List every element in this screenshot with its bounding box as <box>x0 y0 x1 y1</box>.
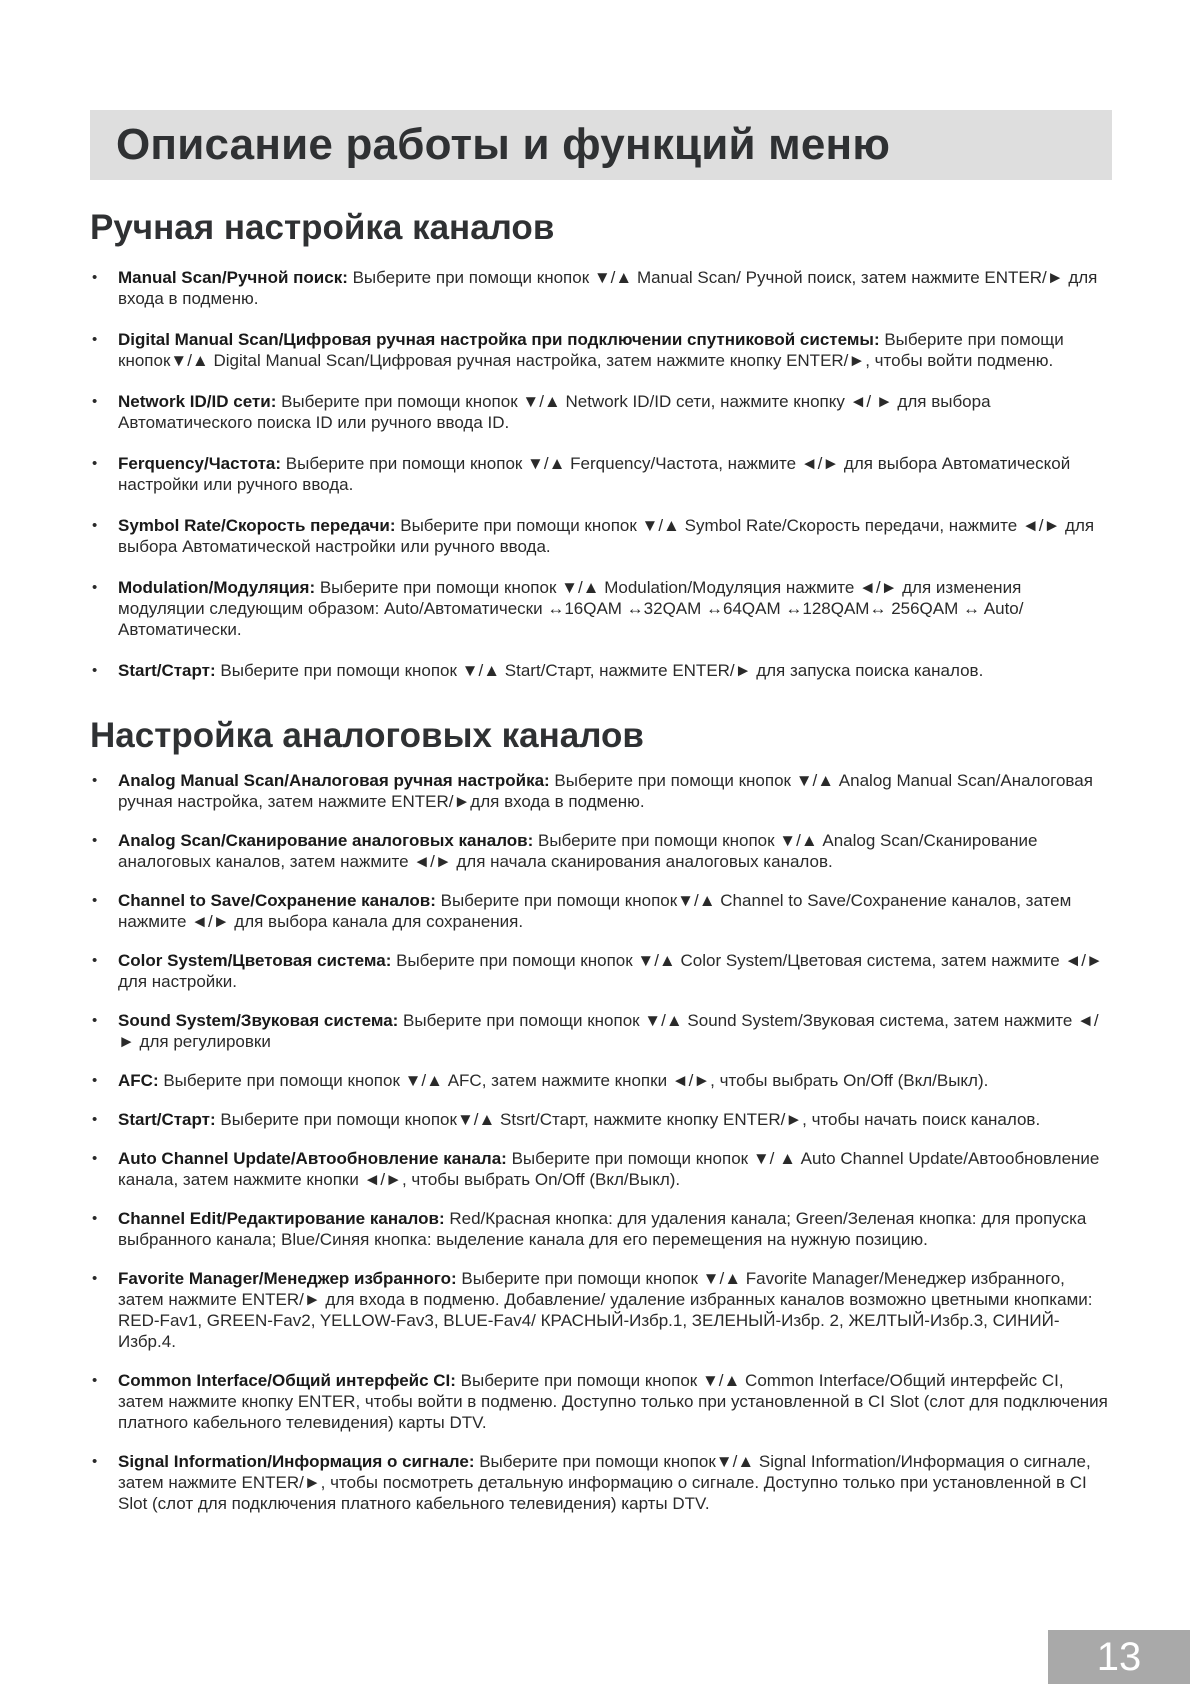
title-band <box>90 110 1112 180</box>
bullet: • <box>92 1270 98 1287</box>
list-item <box>90 1148 1112 1190</box>
item-text: Выберите при помощи кнопок ▼/▲ Sound System/Звуковая система, затем нажмите ◄/► для регулировки <box>118 1011 1099 1051</box>
bullet: • <box>92 1150 98 1167</box>
list-item <box>90 515 1112 557</box>
item-label: Start/Старт: <box>118 1110 216 1129</box>
item-text: Выберите при помощи кнопок▼/▲ Signal Information/Информация о сигнале, затем нажмите ENTER/►, чтобы посмотреть детальную информацию о сигнале. Доступно только при установленной в CI Slot (слот для подключения платного кабельного телевидения) карты DTV. <box>118 1452 1091 1513</box>
bullet: • <box>92 393 98 410</box>
page-number: 13 <box>1048 1630 1190 1684</box>
item-label: Favorite Manager/Менеджер избранного: <box>118 1269 457 1288</box>
list-item <box>90 391 1112 433</box>
item-text: Выберите при помощи кнопок ▼/▲ Modulation/Модуляция нажмите ◄/► для изменения модуляции следующим образом: Auto/Автоматически ↔16QAM ↔32QAM ↔64QAM ↔128QAM↔ 256QAM ↔ Auto/Автоматически. <box>118 578 1024 639</box>
item-text: Выберите при помощи кнопок ▼/▲ Analog Manual Scan/Аналоговая ручная настройка, затем нажмите ENTER/►для входа в подменю. <box>118 771 1093 811</box>
bullet: • <box>92 1210 98 1227</box>
item-label: Channel to Save/Сохранение каналов: <box>118 891 436 910</box>
item-label: Analog Scan/Сканирование аналоговых каналов: <box>118 831 534 850</box>
item-text: Выберите при помощи кнопок ▼/▲ Manual Scan/ Ручной поиск, затем нажмите ENTER/► для входа в подменю. <box>118 268 1098 308</box>
section-heading-manual-scan: Ручная настройка каналов <box>90 208 555 247</box>
item-text: Red/Красная кнопка: для удаления канала; Green/Зеленая кнопка: для пропуска выбранного канала; Blue/Синяя кнопка: выделение канала для его перемещения на нужную позицию. <box>118 1209 1087 1249</box>
item-label: Color System/Цветовая система: <box>118 951 392 970</box>
item-label: AFC: <box>118 1071 159 1090</box>
section-heading-analog-channels: Настройка аналоговых каналов <box>90 716 644 755</box>
list-item <box>90 890 1112 932</box>
bullet: • <box>92 517 98 534</box>
item-text: Выберите при помощи кнопок ▼/ ▲ Auto Channel Update/Автообновление канала, затем нажмите кнопки ◄/►, чтобы выбрать On/Off (Вкл/Выкл). <box>118 1149 1100 1189</box>
item-text: Выберите при помощи кнопок▼/▲ Stsrt/Старт, нажмите кнопку ENTER/►, чтобы начать поиск каналов. <box>215 1110 1041 1129</box>
list-item <box>90 1208 1112 1250</box>
list-item <box>90 950 1112 992</box>
item-label: Signal Information/Информация о сигнале: <box>118 1452 475 1471</box>
list-item <box>90 267 1112 309</box>
item-text: Выберите при помощи кнопок ▼/▲ Start/Старт, нажмите ENTER/► для запуска поиска каналов. <box>215 661 984 680</box>
item-text: Выберите при помощи кнопок ▼/▲ Favorite Manager/Менеджер избранного, затем нажмите ENTER/► для входа в подменю. Добавление/ удаление избранных каналов возможно цветными кнопками: RED-Fav1, GREEN-Fav2, YELLOW-Fav3, BLUE-Fav4/ КРАСНЫЙ-Избр.1, ЗЕЛЕНЫЙ-Избр. 2, ЖЕЛТЫЙ-Избр.3, СИНИЙ-Избр.4. <box>118 1269 1093 1351</box>
list-item <box>90 329 1112 371</box>
bullet: • <box>92 269 98 286</box>
list-item <box>90 1070 1112 1091</box>
list-item <box>90 770 1112 812</box>
bullet: • <box>92 832 98 849</box>
list-item <box>90 830 1112 872</box>
item-text: Выберите при помощи кнопок ▼/▲ Analog Scan/Сканирование аналоговых каналов, затем нажмите ◄/► для начала сканирования аналоговых каналов. <box>118 831 1038 871</box>
item-label: Ferquency/Частота: <box>118 454 282 473</box>
list-item <box>90 453 1112 495</box>
bullet: • <box>92 952 98 969</box>
item-text: Выберите при помощи кнопок ▼/▲ Symbol Rate/Скорость передачи, нажмите ◄/► для выбора Автоматической настройки или ручного ввода. <box>118 516 1095 556</box>
bullet: • <box>92 772 98 789</box>
list-item <box>90 1370 1112 1433</box>
item-text: Выберите при помощи кнопок ▼/▲ AFC, затем нажмите кнопки ◄/►, чтобы выбрать On/Off (Вкл/Выкл). <box>158 1071 989 1090</box>
item-label: Manual Scan/Ручной поиск: <box>118 268 348 287</box>
list-item <box>90 1451 1112 1514</box>
bullet: • <box>92 1012 98 1029</box>
bullet: • <box>92 1453 98 1470</box>
item-text: Выберите при помощи кнопок ▼/▲ Network ID/ID сети, нажмите кнопку ◄/ ► для выбора Автоматического поиска ID или ручного ввода ID. <box>118 392 991 432</box>
item-text: Выберите при помощи кнопок ▼/▲ Common Interface/Общий интерфейс CI, затем нажмите кнопку ENTER, чтобы войти в подменю. Доступно только при установленной в CI Slot (слот для подключения платного кабельного телевидения) карты DTV. <box>118 1371 1108 1432</box>
list-item <box>90 660 1112 681</box>
item-label: Symbol Rate/Скорость передачи: <box>118 516 396 535</box>
item-label: Auto Channel Update/Автообновление канала: <box>118 1149 507 1168</box>
list-item <box>90 577 1112 640</box>
item-label: Sound System/Звуковая система: <box>118 1011 399 1030</box>
bullet: • <box>92 331 98 348</box>
bullet: • <box>92 455 98 472</box>
item-label: Network ID/ID сети: <box>118 392 277 411</box>
analog-channels-list <box>90 770 1112 1514</box>
bullet: • <box>92 662 98 679</box>
list-item <box>90 1268 1112 1352</box>
item-text: Выберите при помощи кнопок▼/▲ Digital Manual Scan/Цифровая ручная настройка, затем нажмите кнопку ENTER/►, чтобы войти подменю. <box>118 330 1064 370</box>
item-label: Start/Старт: <box>118 661 216 680</box>
page-title: Описание работы и функций меню <box>116 120 891 169</box>
bullet: • <box>92 579 98 596</box>
list-item <box>90 1109 1112 1130</box>
item-label: Digital Manual Scan/Цифровая ручная настройка при подключении спутниковой системы: <box>118 330 880 349</box>
manual-scan-list <box>90 267 1112 681</box>
item-label: Analog Manual Scan/Аналоговая ручная настройка: <box>118 771 550 790</box>
bullet: • <box>92 1372 98 1389</box>
item-text: Выберите при помощи кнопок ▼/▲ Ferquency/Частота, нажмите ◄/► для выбора Автоматической настройки или ручного ввода. <box>118 454 1071 494</box>
item-text: Выберите при помощи кнопок ▼/▲ Color System/Цветовая система, затем нажмите ◄/► для настройки. <box>118 951 1103 991</box>
item-label: Common Interface/Общий интерфейс CI: <box>118 1371 456 1390</box>
bullet: • <box>92 1111 98 1128</box>
item-text: Выберите при помощи кнопок▼/▲ Channel to Save/Сохранение каналов, затем нажмите ◄/► для выбора канала для сохранения. <box>118 891 1072 931</box>
bullet: • <box>92 1072 98 1089</box>
item-label: Channel Edit/Редактирование каналов: <box>118 1209 445 1228</box>
item-label: Modulation/Модуляция: <box>118 578 316 597</box>
list-item <box>90 1010 1112 1052</box>
bullet: • <box>92 892 98 909</box>
